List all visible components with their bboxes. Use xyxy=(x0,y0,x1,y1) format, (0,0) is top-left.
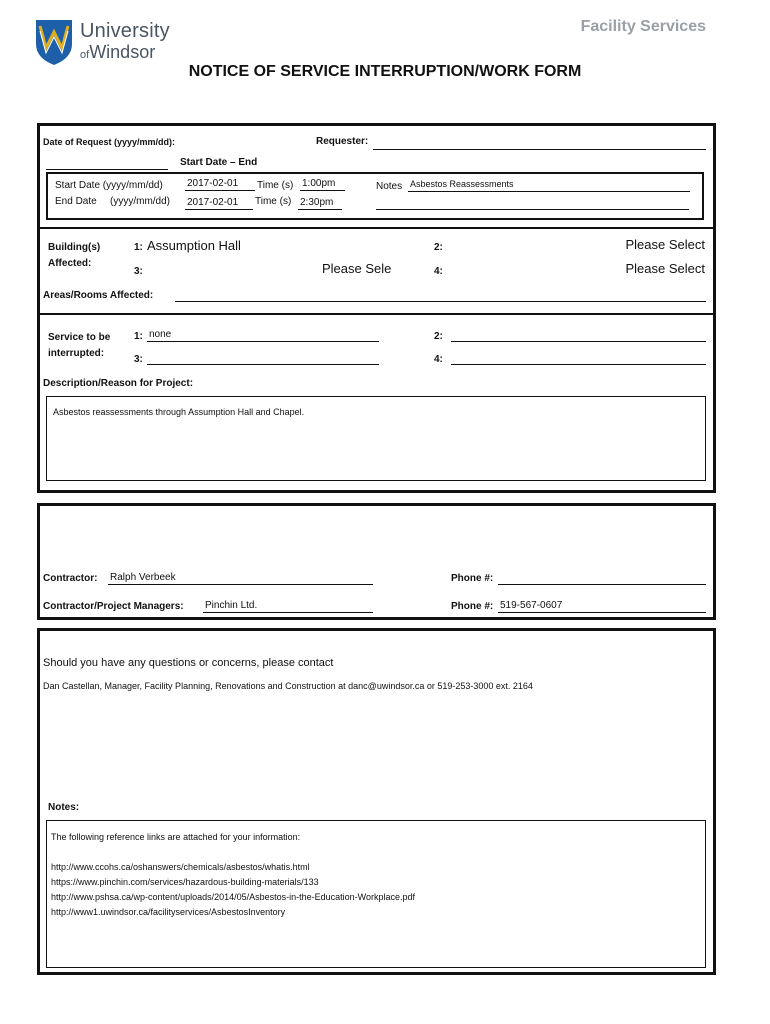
end-date-format: (yyyy/mm/dd) xyxy=(110,196,170,207)
requester-field[interactable] xyxy=(373,137,706,150)
notes-intro: The following reference links are attached for your information: xyxy=(51,832,301,842)
description-value: Asbestos reassessments through Assumption Hall and Chapel. xyxy=(53,407,305,417)
form-title: NOTICE OF SERVICE INTERRUPTION/WORK FORM xyxy=(188,63,582,80)
areas-field[interactable] xyxy=(175,289,706,302)
contractor-phone-label: Phone #: xyxy=(451,573,494,584)
building-1-select[interactable]: Assumption Hall xyxy=(147,238,241,253)
end-time-field[interactable]: 2:30pm xyxy=(298,197,342,210)
contact-details: Dan Castellan, Manager, Facility Planning, Renovations and Construction at danc@uwindsor.ca or 519-253-3000 ext. 2164 xyxy=(43,681,533,691)
service-1-number: 1: xyxy=(134,331,143,342)
building-3-number: 3: xyxy=(134,266,143,277)
notes-field-line-2[interactable] xyxy=(376,197,689,210)
logo-wordmark-university: University xyxy=(80,20,170,42)
university-shield-icon xyxy=(34,18,74,66)
building-2-number: 2: xyxy=(434,242,443,253)
date-of-request-field[interactable] xyxy=(46,157,168,170)
contractor-phone-field[interactable] xyxy=(498,572,706,585)
logo-wordmark-windsor: ofWindsor xyxy=(80,42,156,62)
building-4-number: 4: xyxy=(434,266,443,277)
start-date-label: Start Date (yyyy/mm/dd) xyxy=(55,180,163,191)
start-time-field[interactable]: 1:00pm xyxy=(300,178,345,191)
service-1-field[interactable]: none xyxy=(147,329,379,342)
building-3-select[interactable]: Please Sele xyxy=(322,261,392,276)
project-manager-label: Contractor/Project Managers: xyxy=(43,601,184,612)
end-time-label: Time (s) xyxy=(255,196,292,207)
end-date-field[interactable]: 2017-02-01 xyxy=(185,197,253,210)
building-2-select[interactable]: Please Select xyxy=(625,237,705,252)
start-date-field[interactable]: 2017-02-01 xyxy=(185,178,255,191)
service-label-line2: interrupted: xyxy=(48,348,105,359)
section-divider xyxy=(37,313,716,315)
section-divider xyxy=(37,227,716,229)
service-3-field[interactable] xyxy=(147,352,379,365)
contractor-field[interactable]: Ralph Verbeek xyxy=(108,572,373,585)
contractor-label: Contractor: xyxy=(43,573,98,584)
notes-label: Notes xyxy=(376,181,403,192)
building-4-select[interactable]: Please Select xyxy=(625,261,705,276)
start-time-label: Time (s) xyxy=(257,180,294,191)
description-label: Description/Reason for Project: xyxy=(43,378,194,389)
requester-label: Requester: xyxy=(316,136,369,147)
service-4-number: 4: xyxy=(434,354,443,365)
description-field[interactable] xyxy=(46,396,706,481)
project-manager-field[interactable]: Pinchin Ltd. xyxy=(203,600,373,613)
notes-field[interactable]: Asbestos Reassessments xyxy=(408,179,690,192)
reference-link[interactable]: http://www.pshsa.ca/wp-content/uploads/2014/05/Asbestos-in-the-Education-Workplace.pdf xyxy=(51,892,416,902)
contact-intro: Should you have any questions or concerns, please contact xyxy=(43,657,334,669)
date-of-request-label: Date of Request (yyyy/mm/dd): xyxy=(43,137,176,147)
end-date-label: End Date xyxy=(55,196,97,207)
service-2-number: 2: xyxy=(434,331,443,342)
start-end-label: Start Date – End xyxy=(180,157,258,168)
areas-label: Areas/Rooms Affected: xyxy=(43,290,154,301)
service-2-field[interactable] xyxy=(451,329,706,342)
notes-section-label: Notes: xyxy=(48,802,80,813)
buildings-label-line2: Affected: xyxy=(48,258,92,269)
project-manager-phone-field[interactable]: 519-567-0607 xyxy=(498,600,706,613)
reference-link[interactable]: http://www.ccohs.ca/oshanswers/chemicals/asbestos/whatis.html xyxy=(51,862,310,872)
reference-link[interactable]: https://www.pinchin.com/services/hazardous-building-materials/133 xyxy=(51,877,319,887)
department-name: Facility Services xyxy=(580,18,706,35)
service-3-number: 3: xyxy=(134,354,143,365)
buildings-label: Building(s) xyxy=(48,242,101,253)
service-4-field[interactable] xyxy=(451,352,706,365)
project-manager-phone-label: Phone #: xyxy=(451,601,494,612)
building-1-number: 1: xyxy=(134,242,143,253)
service-label: Service to be xyxy=(48,332,111,343)
reference-link[interactable]: http://www1.uwindsor.ca/facilityservices/AsbestosInventory xyxy=(51,907,286,917)
notes-box[interactable] xyxy=(46,820,706,968)
